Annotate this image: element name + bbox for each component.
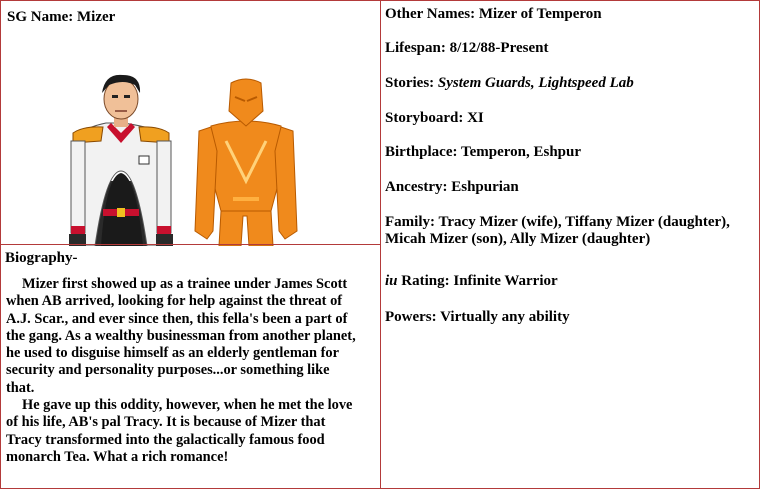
family-label: Family: [385,214,435,230]
character-portrait-panel [0,0,381,245]
biography-paragraph: He gave up this oddity, however, when he met the love of his life, AB's pal Tracy. It is because of Mizer that Tracy transformed into the galactically famous food monarch Tea. What a rich romance! [6,397,353,465]
rating-prefix: iu [385,273,398,289]
powers-field [385,309,757,326]
stories-label: Stories: [385,75,435,91]
other-names-label: Other Names: [385,6,476,22]
other-names-value: Mizer of Temperon [478,6,602,22]
family-value: Tracy Mizer (wife), Tiffany Mizer (daughter), Micah Mizer (son), Ally Mizer (daughter) [385,214,730,247]
powers-value: Virtually any ability [440,309,570,325]
stories-value: System Guards, Lightspeed Lab [437,75,634,91]
ancestry-value: Eshpurian [451,179,519,195]
birthplace-field [385,144,757,161]
character-figures-illustration [61,71,311,246]
family-field [385,214,757,248]
storyboard-field [385,110,757,127]
ancestry-label: Ancestry: [385,179,448,195]
rating-field [385,273,757,290]
biography-paragraph: Mizer first showed up as a trainee under James Scott when AB arrived, looking for help against the threat of A.J. Scar., and ever since then, this fella's been a part of the gang. As a wealthy businessman from another planet, he used to disguise himself as an elderly gentleman for security and personality purposes...or something like that. [6,276,356,396]
sg-name-title: SG Name: Mizer [7,9,116,25]
biography-heading: Biography- [5,250,78,266]
other-names-field [385,6,757,23]
ancestry-field [385,179,757,196]
birthplace-value: Temperon, Eshpur [460,144,582,160]
biography-panel [0,244,381,489]
powers-label: Powers: [385,309,437,325]
lifespan-field [385,40,757,57]
storyboard-label: Storyboard: [385,110,464,126]
rating-value: Infinite Warrior [453,273,558,289]
storyboard-value: XI [467,110,484,126]
birthplace-label: Birthplace: [385,144,458,160]
rating-label: Rating: [401,273,450,289]
stories-field [385,75,757,92]
armored-form-figure [195,79,297,246]
human-form-figure [69,75,173,246]
lifespan-label: Lifespan: [385,40,446,56]
biography-text [6,276,358,466]
lifespan-value: 8/12/88-Present [449,40,549,56]
character-info-panel [380,0,760,489]
